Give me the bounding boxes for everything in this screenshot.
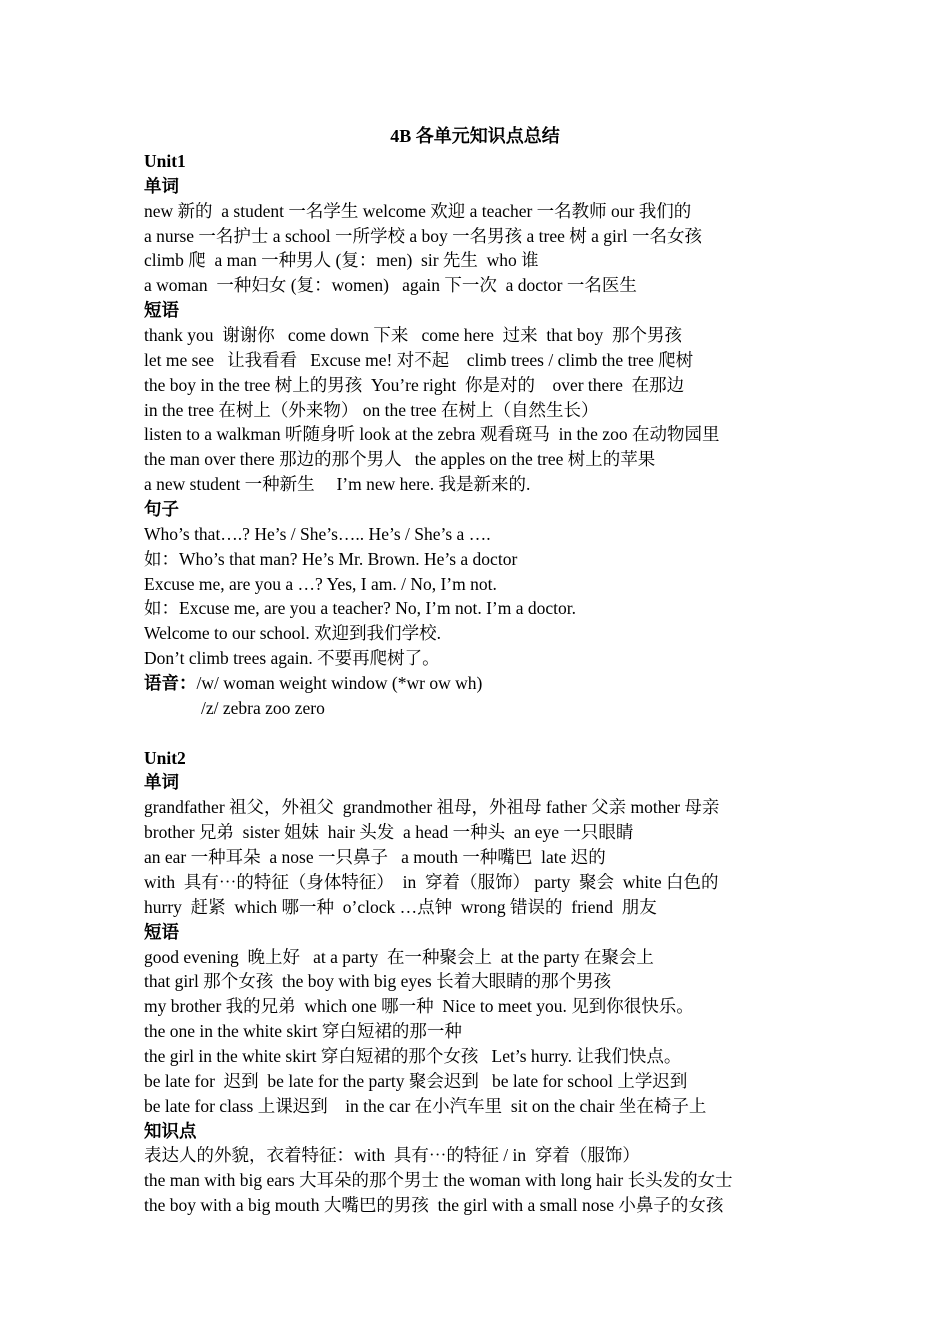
unit1-sentence-line: Welcome to our school. 欢迎到我们学校.: [144, 623, 442, 644]
unit2-words-line: with 具有⋯的特征（身体特征） in 穿着（服饰） party 聚会 white 白色的: [144, 871, 719, 892]
unit2-phrases-line: my brother 我的兄弟 which one 哪一种 Nice to meet you. 见到你很快乐。: [144, 996, 694, 1017]
unit2-phrases-line: that girl 那个女孩 the boy with big eyes 长着大眼睛的那个男孩: [144, 971, 612, 992]
unit1-heading: Unit1: [144, 151, 186, 171]
unit2-words-line: grandfather 祖父，外祖父 grandmother 祖母，外祖母 father 父亲 mother 母亲: [144, 797, 720, 818]
unit1-phrases-heading: 短语: [144, 300, 179, 321]
unit2-knowledge-line: the man with big ears 大耳朵的那个男士 the woman with long hair 长头发的女士: [144, 1170, 733, 1191]
unit1-phrases-line: the boy in the tree 树上的男孩 You’re right 你是对的 over there 在那边: [144, 374, 685, 395]
unit2-knowledge-heading: 知识点: [144, 1120, 197, 1141]
unit2-words-line: an ear 一种耳朵 a nose 一只鼻子 a mouth 一种嘴巴 late 迟的: [144, 847, 606, 868]
unit1-phrases-line: in the tree 在树上（外来物） on the tree 在树上（自然生长）: [144, 399, 599, 420]
document-body: [144, 149, 934, 1218]
unit1-sentence-line: Excuse me, are you a …? Yes, I am. / No, I’m not.: [144, 573, 497, 594]
unit2-words-heading: 单词: [144, 772, 179, 793]
unit1-words-line: a woman 一种妇女 (复：women) again 下一次 a doctor 一名医生: [144, 275, 637, 296]
unit1-phrases-line: let me see 让我看看 Excuse me! 对不起 climb trees / climb the tree 爬树: [144, 349, 694, 370]
unit2-phrases-line: the one in the white skirt 穿白短裙的那一种: [144, 1021, 462, 1042]
unit1-phonics-text: /w/ woman weight window (*wr ow wh): [196, 673, 483, 694]
unit1-phonics-line: /z/ zebra zoo zero: [201, 697, 325, 718]
unit2-phrases-line: the girl in the white skirt 穿白短裙的那个女孩 Let’s hurry. 让我们快点。: [144, 1045, 682, 1066]
unit1-sentences-heading: 句子: [144, 499, 179, 520]
unit1-words-heading: 单词: [144, 175, 179, 196]
unit2-phrases-line: good evening 晚上好 at a party 在一种聚会上 at the party 在聚会上: [144, 946, 654, 967]
unit1-words-line: a nurse 一名护士 a school 一所学校 a boy 一名男孩 a tree 树 a girl 一名女孩: [144, 225, 702, 246]
unit1-phonics-label: 语音：: [144, 673, 197, 694]
unit2-heading: Unit2: [144, 747, 186, 768]
unit2-knowledge-line: the boy with a big mouth 大嘴巴的男孩 the girl with a small nose 小鼻子的女孩: [144, 1195, 724, 1216]
unit2-words-line: hurry 赶紧 which 哪一种 o’clock …点钟 wrong 错误的 friend 朋友: [144, 896, 657, 917]
unit1-words-line: new 新的 a student 一名学生 welcome 欢迎 a teacher 一名教师 our 我们的: [144, 200, 692, 221]
unit1-phrases-line: thank you 谢谢你 come down 下来 come here 过来 that boy 那个男孩: [144, 325, 683, 346]
unit1-phrases-line: the man over there 那边的那个男人 the apples on the tree 树上的苹果: [144, 449, 656, 470]
unit1-words-line: climb 爬 a man 一种男人 (复：men) sir 先生 who 谁: [144, 250, 539, 271]
unit2-words-line: brother 兄弟 sister 姐妹 hair 头发 a head 一种头 an eye 一只眼睛: [144, 822, 634, 843]
page-title: 4B 各单元知识点总结: [390, 126, 560, 146]
unit2-knowledge-line: 表达人的外貌，衣着特征：with 具有⋯的特征 / in 穿着（服饰）: [144, 1145, 640, 1166]
unit2-phrases-line: be late for 迟到 be late for the party 聚会迟到 be late for school 上学迟到: [144, 1070, 688, 1091]
blank-line: [144, 721, 934, 746]
unit2-phrases-heading: 短语: [144, 921, 179, 942]
unit1-sentence-line: Who’s that….? He’s / She’s….. He’s / She’s a ….: [144, 523, 491, 544]
unit1-phrases-line: listen to a walkman 听随身听 look at the zebra 观看斑马 in the zoo 在动物园里: [144, 424, 720, 445]
unit1-sentence-line: Don’t climb trees again. 不要再爬树了。: [144, 648, 440, 669]
unit1-phrases-line: a new student 一种新生 I’m new here. 我是新来的.: [144, 474, 531, 495]
unit2-phrases-line: be late for class 上课迟到 in the car 在小汽车里 sit on the chair 坐在椅子上: [144, 1095, 707, 1116]
unit1-phonics-line: [144, 671, 934, 696]
unit1-sentence-line: 如：Excuse me, are you a teacher? No, I’m not. I’m a doctor.: [144, 598, 576, 619]
unit1-sentence-line: 如：Who’s that man? He’s Mr. Brown. He’s a doctor: [144, 548, 518, 569]
